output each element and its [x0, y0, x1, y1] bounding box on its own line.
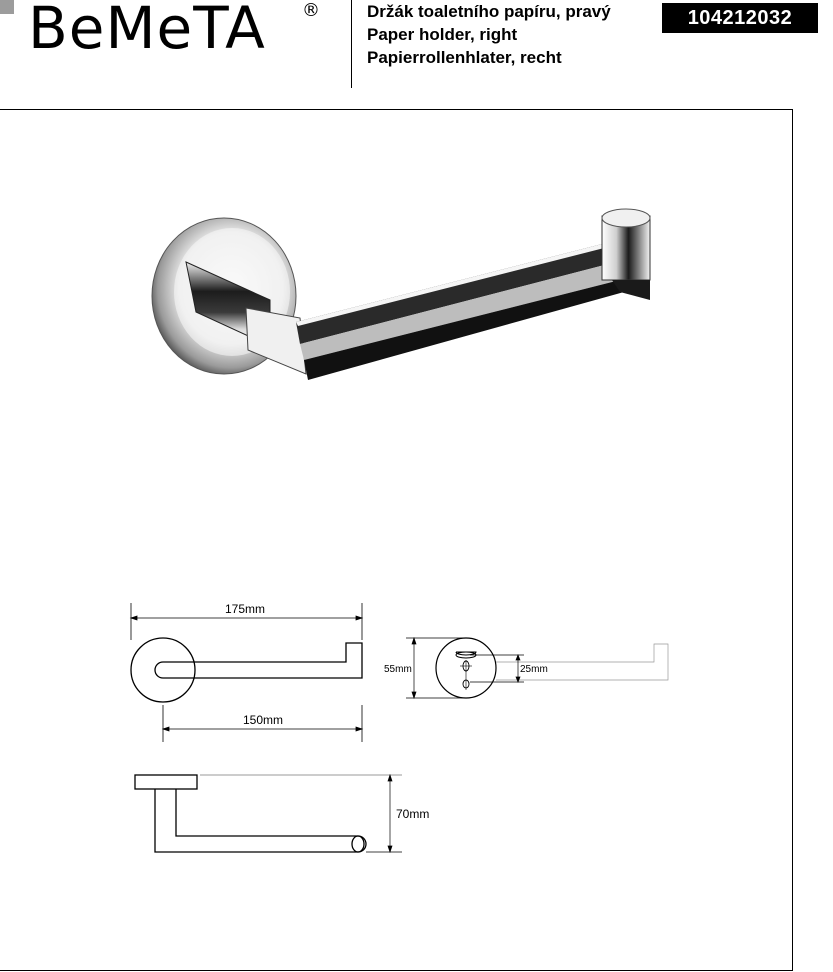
product-illustration — [152, 209, 650, 380]
dim-overall-length: 175mm — [225, 602, 266, 616]
top-view — [135, 775, 366, 852]
product-code: 104212032 — [662, 3, 818, 33]
title-czech: Držák toaletního papíru, pravý — [367, 2, 611, 21]
title-german: Papierrollenhlater, recht — [367, 48, 562, 67]
dim-bar-length: 150mm — [243, 713, 284, 727]
side-view — [436, 638, 496, 698]
dimension-70 — [200, 775, 402, 852]
brand-logo: BeMeTA — [28, 0, 266, 62]
title-english: Paper holder, right — [367, 25, 518, 44]
dim-hole-spacing: 25mm — [520, 664, 548, 675]
dim-rose-diameter: 55mm — [384, 664, 412, 675]
registered-mark: ® — [302, 0, 320, 21]
dim-projection: 70mm — [396, 807, 430, 821]
dimension-25 — [470, 655, 524, 682]
front-view — [131, 638, 362, 702]
